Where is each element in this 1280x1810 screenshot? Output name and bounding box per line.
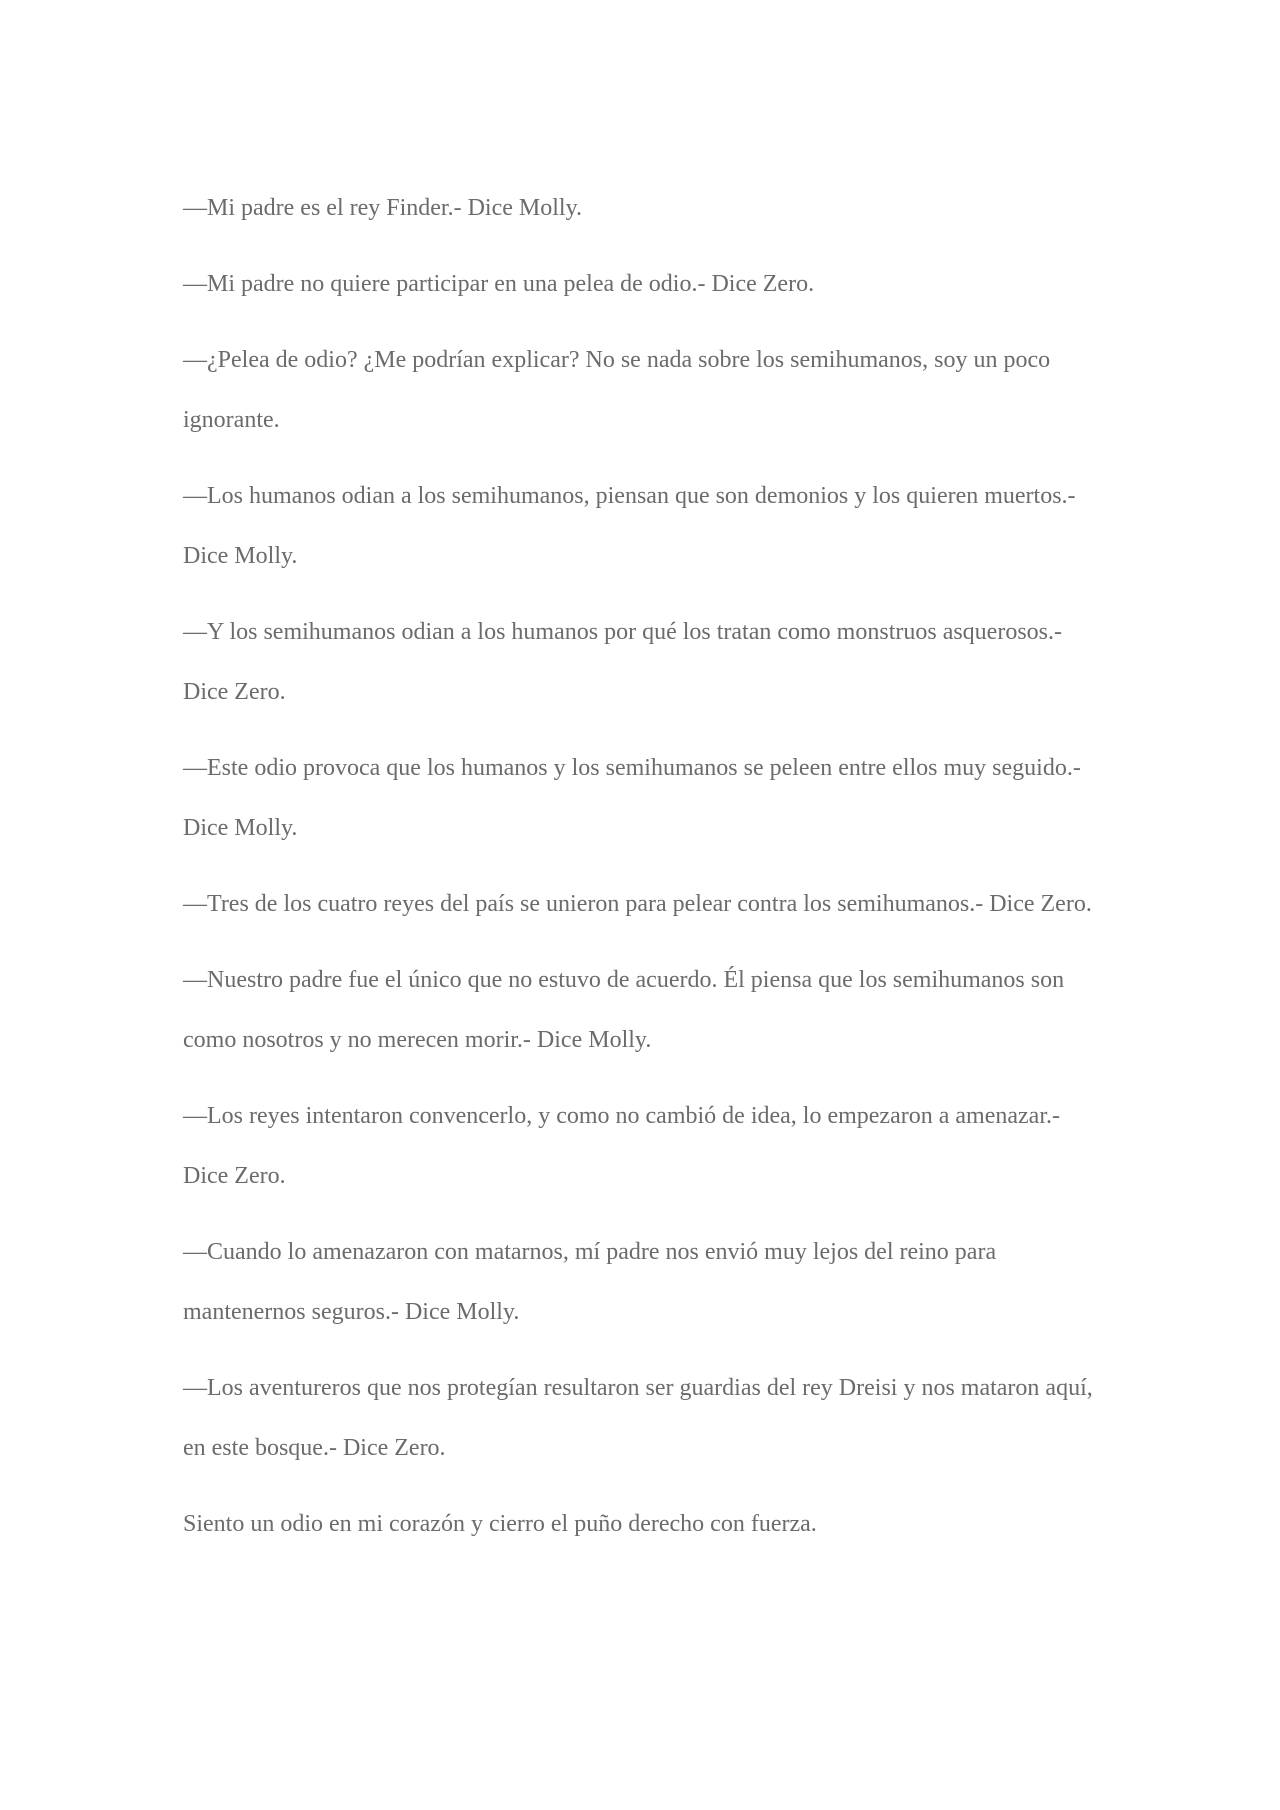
- paragraph: —Este odio provoca que los humanos y los semihumanos se peleen entre ellos muy seguido.- Dice Molly.: [183, 755, 1081, 841]
- paragraph: —Mi padre es el rey Finder.- Dice Molly.: [183, 195, 583, 221]
- paragraph: —Cuando lo amenazaron con matarnos, mí padre nos envió muy lejos del reino para mantenernos seguros.- Dice Molly.: [183, 1239, 997, 1325]
- paragraph: —Los aventureros que nos protegían resultaron ser guardias del rey Dreisi y nos mataron aquí, en este bosque.- Dice Zero.: [183, 1375, 1093, 1461]
- paragraph: —Los reyes intentaron convencerlo, y como no cambió de idea, lo empezaron a amenazar.- Dice Zero.: [183, 1103, 1060, 1189]
- paragraph: —Los humanos odian a los semihumanos, piensan que son demonios y los quieren muertos.- Dice Molly.: [183, 483, 1076, 569]
- paragraph: —Tres de los cuatro reyes del país se unieron para pelear contra los semihumanos.- Dice Zero.: [183, 891, 1092, 917]
- paragraph: —Nuestro padre fue el único que no estuvo de acuerdo. Él piensa que los semihumanos son como nosotros y no merecen morir.- Dice Molly.: [183, 967, 1065, 1053]
- paragraph: Siento un odio en mi corazón y cierro el puño derecho con fuerza.: [183, 1511, 817, 1537]
- paragraph: —Mi padre no quiere participar en una pelea de odio.- Dice Zero.: [183, 271, 815, 297]
- paragraph: —Y los semihumanos odian a los humanos por qué los tratan como monstruos asquerosos.- Dice Zero.: [183, 619, 1062, 705]
- paragraph: —¿Pelea de odio? ¿Me podrían explicar? No se nada sobre los semihumanos, soy un poco ignorante.: [183, 347, 1051, 433]
